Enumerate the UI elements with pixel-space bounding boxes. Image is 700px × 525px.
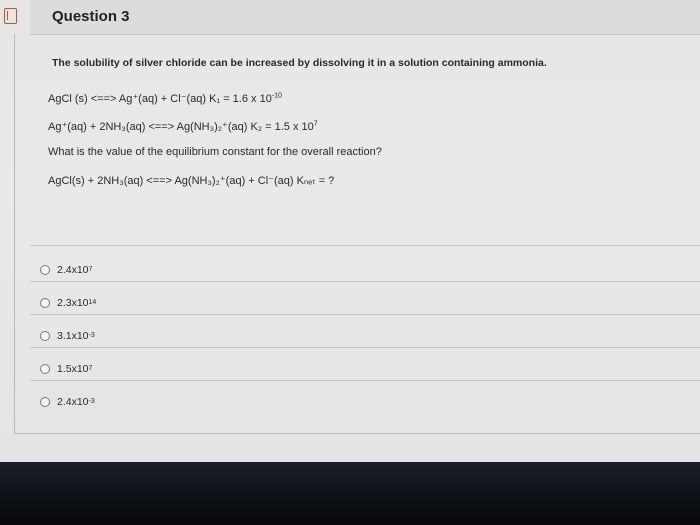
- answer-option-label: 2.3x10: [57, 297, 89, 309]
- radio-icon[interactable]: [40, 331, 50, 341]
- answer-option-label: 2.4x10: [57, 264, 89, 276]
- option-divider: [30, 281, 700, 282]
- option-divider: [30, 347, 700, 348]
- options-divider-top: [30, 245, 700, 246]
- question-ask: What is the value of the equilibrium constant for the overall reaction?: [48, 146, 382, 158]
- radio-icon[interactable]: [40, 298, 50, 308]
- overall-reaction: AgCl(s) + 2NH₃(aq) <==> Ag(NH₃)₂⁺(aq) + Cl⁻(aq) Kₙₑₜ = ?: [48, 175, 335, 187]
- answer-option-5[interactable]: 2.4x10 -3: [40, 394, 95, 410]
- reaction-1-exponent: -10: [271, 92, 282, 100]
- reaction-1-text: AgCl (s) <==> Ag⁺(aq) + Cl⁻(aq) K₁ = 1.6 x 10: [48, 93, 272, 105]
- answer-option-3[interactable]: 3.1x10 -3: [40, 328, 95, 344]
- monitor-bezel: [0, 462, 700, 525]
- option-divider: [30, 314, 700, 315]
- answer-option-4[interactable]: 1.5x10 7: [40, 361, 92, 377]
- question-header: [30, 0, 700, 35]
- radio-icon[interactable]: [40, 364, 50, 374]
- answer-option-label: 1.5x10: [57, 363, 89, 375]
- reaction-2-exponent: 7: [313, 120, 318, 128]
- answer-option-label: 2.4x10: [57, 396, 89, 408]
- answer-option-1[interactable]: 2.4x10 7: [40, 262, 92, 278]
- question-intro: The solubility of silver chloride can be increased by dissolving it in a solution containing ammonia.: [52, 57, 547, 69]
- reaction-1: [48, 92, 282, 105]
- reaction-2-text: Ag⁺(aq) + 2NH₃(aq) <==> Ag(NH₃)₂⁺(aq) K₂ = 1.5 x 10: [48, 121, 314, 133]
- answer-option-2[interactable]: 2.3x10 14: [40, 295, 96, 311]
- flag-icon[interactable]: [4, 8, 17, 24]
- reaction-2: [48, 120, 318, 133]
- question-title: Question 3: [52, 8, 130, 25]
- radio-icon[interactable]: [40, 397, 50, 407]
- option-divider: [30, 380, 700, 381]
- radio-icon[interactable]: [40, 265, 50, 275]
- answer-option-label: 3.1x10: [57, 330, 89, 342]
